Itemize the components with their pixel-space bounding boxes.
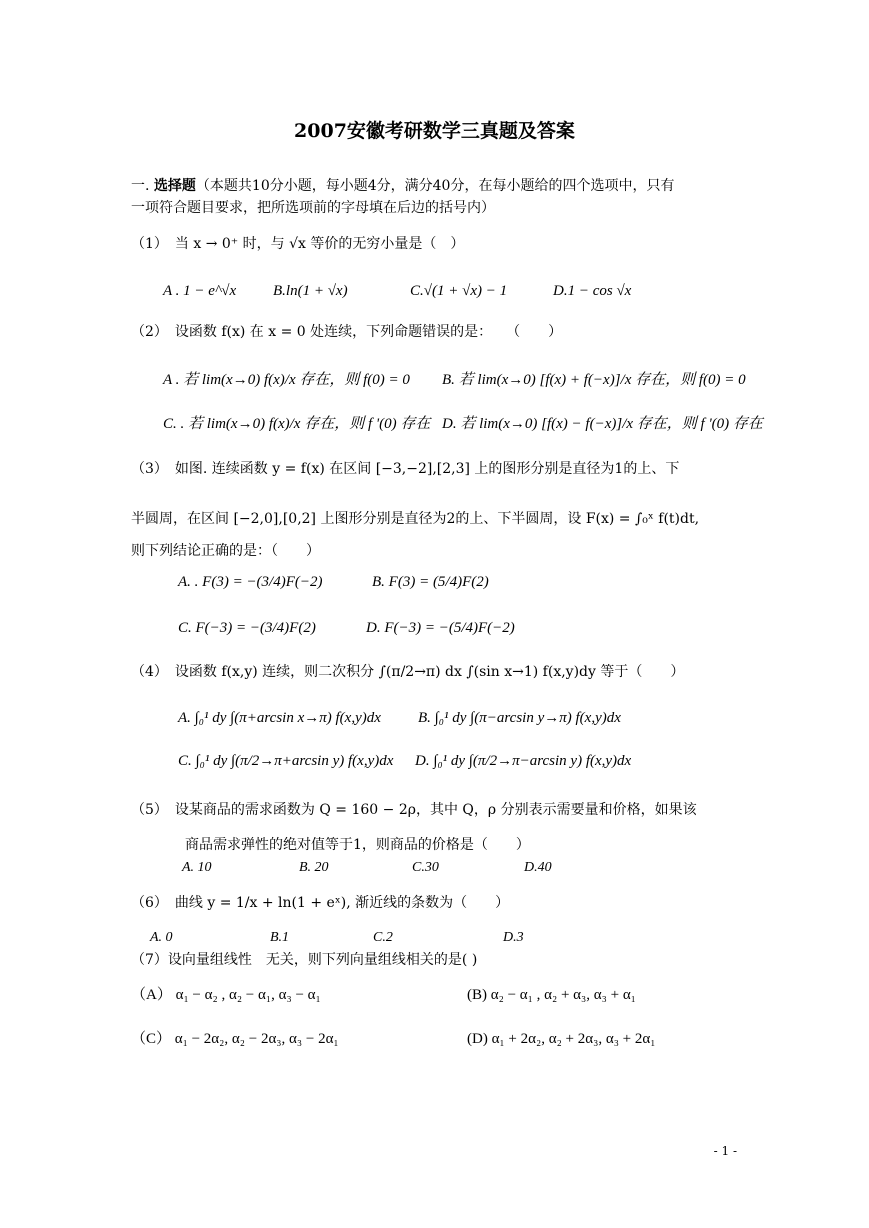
q5-stem-line1: （5） 设某商品的需求函数为 Q = 160 − 2ρ，其中 Q，ρ 分别表示需要量和价格，如果该 (131, 802, 697, 818)
q6-stem: （6） 曲线 y = 1/x + ln(1 + eˣ), 渐近线的条数为（ ） (131, 895, 510, 911)
q7-stem: （7）设向量组线性 无关，则下列向量组线相关的是( ) (131, 952, 478, 968)
q6-option-c: C.2 (373, 930, 393, 945)
q4-option-a: A. ∫₀¹ dy ∫(π+arcsin x→π) f(x,y)dx (178, 710, 381, 726)
q5-option-c: C.30 (412, 860, 439, 875)
q3-option-d: D. F(−3) = −(5/4)F(−2) (366, 620, 515, 636)
q5-option-b: B. 20 (299, 860, 329, 875)
q3-stem-line2: 半圆周，在区间 [−2,0],[0,2] 上图形分别是直径为2的上、下半圆周，设 F(x) = ∫₀ˣ f(t)dt, (131, 511, 700, 527)
q7-option-c: （C） α₁ − 2α₂, α₂ − 2α₃, α₃ − 2α₁ (131, 1031, 339, 1047)
q1-stem: （1） 当 x → 0⁺ 时，与 √x 等价的无穷小量是（ ） (131, 236, 465, 252)
page-title: 2007安徽考研数学三真题及答案 (294, 120, 575, 142)
q3-stem-line1: （3） 如图. 连续函数 y = f(x) 在区间 [−3,−2],[2,3] 上的图形分别是直径为1的上、下 (131, 461, 680, 477)
section-name: 选择题 (153, 178, 196, 194)
q4-option-c: C. ∫₀¹ dy ∫(π/2→π+arcsin y) f(x,y)dx (178, 753, 394, 769)
q1-option-c: C.√(1 + √x) − 1 (410, 283, 508, 299)
q6-option-a: A. 0 (150, 930, 173, 945)
q5-stem-line2: 商品需求弹性的绝对值等于1，则商品的价格是（ ） (185, 837, 530, 853)
section-description-cont: 一项符合题目要求，把所选项前的字母填在后边的括号内） (131, 200, 495, 216)
page-number: - 1 - (713, 1144, 737, 1158)
section-intro (131, 176, 674, 196)
q2-stem: （2） 设函数 f(x) 在 x = 0 处连续，下列命题错误的是： （ ） (131, 324, 563, 340)
section-number: 一. (131, 178, 150, 194)
q7-option-b: (B) α₂ − α₁ , α₂ + α₃, α₃ + α₁ (467, 987, 636, 1003)
q1-option-a: A . 1 − e^√x (163, 283, 237, 299)
section-description: （本题共10分小题，每小题4分，满分40分，在每小题给的四个选项中，只有 (195, 178, 675, 194)
q7-option-d: (D) α₁ + 2α₂, α₂ + 2α₃, α₃ + 2α₁ (467, 1031, 656, 1047)
q2-option-c: C. . 若 lim(x→0) f(x)/x 存在，则 f '(0) 存在 (163, 416, 431, 432)
q5-option-d: D.40 (524, 860, 552, 875)
q2-option-d: D. 若 lim(x→0) [f(x) − f(−x)]/x 存在，则 f '(0) 存在 (442, 416, 763, 432)
q3-stem-line3: 则下列结论正确的是：（ ） (131, 543, 320, 559)
q5-option-a: A. 10 (182, 860, 212, 875)
q1-option-b: B.ln(1 + √x) (273, 283, 348, 299)
q1-option-d: D.1 − cos √x (553, 283, 632, 299)
q3-option-a: A. . F(3) = −(3/4)F(−2) (178, 574, 323, 590)
q7-option-a: （A） α₁ − α₂ , α₂ − α₁, α₃ − α₁ (131, 987, 321, 1003)
q4-stem: （4） 设函数 f(x,y) 连续，则二次积分 ∫(π/2→π) dx ∫(sin x→1) f(x,y)dy 等于（ ） (131, 664, 685, 680)
q4-option-b: B. ∫₀¹ dy ∫(π−arcsin y→π) f(x,y)dx (418, 710, 621, 726)
q2-option-a: A . 若 lim(x→0) f(x)/x 存在，则 f(0) = 0 (163, 372, 410, 388)
q6-option-b: B.1 (270, 930, 290, 945)
q6-option-d: D.3 (503, 930, 524, 945)
q3-option-c: C. F(−3) = −(3/4)F(2) (178, 620, 316, 636)
q2-option-b: B. 若 lim(x→0) [f(x) + f(−x)]/x 存在，则 f(0) = 0 (442, 372, 746, 388)
q3-option-b: B. F(3) = (5/4)F(2) (372, 574, 489, 590)
q4-option-d: D. ∫₀¹ dy ∫(π/2→π−arcsin y) f(x,y)dx (415, 753, 632, 769)
